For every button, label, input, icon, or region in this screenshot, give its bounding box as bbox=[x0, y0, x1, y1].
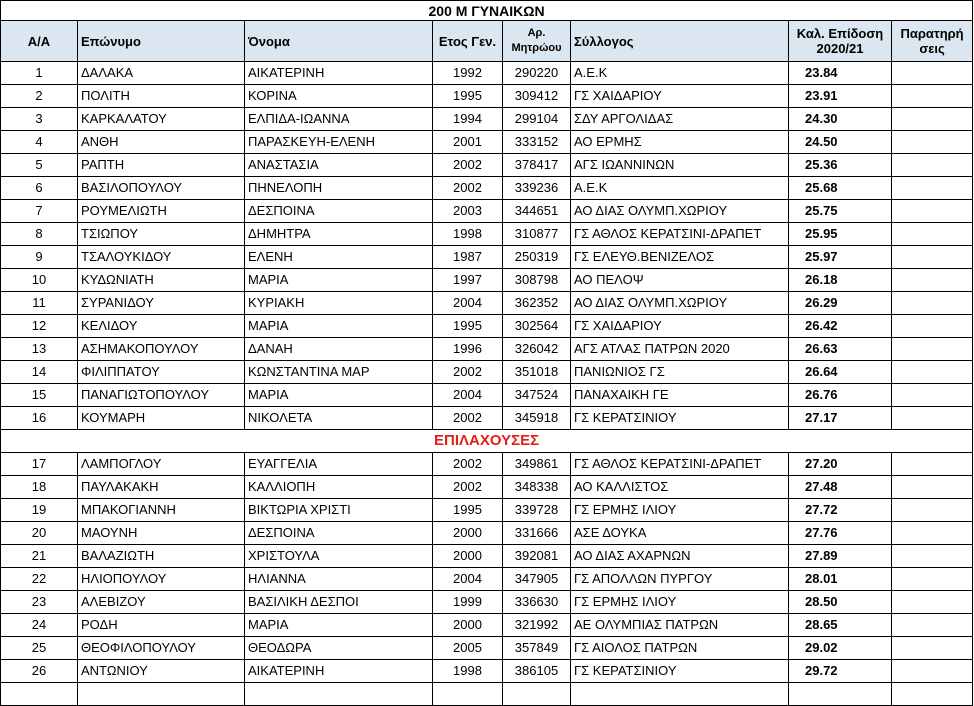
cell-surname[interactable]: ΦΙΛΙΠΠΑΤΟΥ bbox=[78, 361, 245, 384]
cell-club[interactable]: ΓΣ ΧΑΙΔΑΡΙΟΥ bbox=[571, 85, 789, 108]
cell-registry-number[interactable]: 310877 bbox=[503, 223, 571, 246]
cell-aa[interactable]: 11 bbox=[1, 292, 78, 315]
cell-registry-number[interactable]: 357849 bbox=[503, 637, 571, 660]
header-club[interactable]: Σύλλογος bbox=[571, 21, 789, 62]
table-row bbox=[1, 361, 973, 384]
table-row bbox=[1, 591, 973, 614]
cell-notes[interactable] bbox=[892, 568, 973, 591]
cell-name[interactable]: ΔΕΣΠΟΙΝΑ bbox=[245, 200, 433, 223]
cell-surname[interactable]: ΔΑΛΑΚΑ bbox=[78, 62, 245, 85]
cell-best-performance[interactable]: 26.76 bbox=[789, 384, 892, 407]
table-row bbox=[1, 499, 973, 522]
cell-notes[interactable] bbox=[892, 315, 973, 338]
cell-club[interactable]: ΑΓΣ ΑΤΛΑΣ ΠΑΤΡΩΝ 2020 bbox=[571, 338, 789, 361]
cell-notes[interactable] bbox=[892, 177, 973, 200]
table-row bbox=[1, 85, 973, 108]
cell-aa[interactable]: 21 bbox=[1, 545, 78, 568]
header-best-line1: Καλ. Επίδοση bbox=[796, 26, 884, 41]
cell-club[interactable]: ΣΔΥ ΑΡΓΟΛΙΔΑΣ bbox=[571, 108, 789, 131]
cell-notes[interactable] bbox=[892, 131, 973, 154]
cell-birth-year[interactable]: 1998 bbox=[433, 660, 503, 683]
cell-best-performance[interactable]: 27.76 bbox=[789, 522, 892, 545]
cell-birth-year[interactable]: 2004 bbox=[433, 568, 503, 591]
table-row bbox=[1, 407, 973, 430]
cell-surname[interactable]: ΡΑΠΤΗ bbox=[78, 154, 245, 177]
cell-notes[interactable] bbox=[892, 223, 973, 246]
table-title: 200 Μ ΓΥΝΑΙΚΩΝ bbox=[1, 1, 973, 21]
cell-registry-number[interactable]: 321992 bbox=[503, 614, 571, 637]
cell-name[interactable]: ΘΕΟΔΩΡΑ bbox=[245, 637, 433, 660]
cell-surname[interactable]: ΑΛΕΒΙΖΟΥ bbox=[78, 591, 245, 614]
cell-notes[interactable] bbox=[892, 499, 973, 522]
cell-best-performance[interactable]: 28.01 bbox=[789, 568, 892, 591]
cell-notes[interactable] bbox=[892, 637, 973, 660]
cell-birth-year[interactable]: 2000 bbox=[433, 522, 503, 545]
cell-best-performance[interactable]: 23.84 bbox=[789, 62, 892, 85]
table-cell[interactable] bbox=[433, 683, 503, 706]
header-name[interactable]: Όνομα bbox=[245, 21, 433, 62]
cell-aa[interactable]: 1 bbox=[1, 62, 78, 85]
cell-club[interactable]: ΓΣ ΑΠΟΛΛΩΝ ΠΥΡΓΟΥ bbox=[571, 568, 789, 591]
cell-notes[interactable] bbox=[892, 522, 973, 545]
cell-surname[interactable]: ΚΕΛΙΔΟΥ bbox=[78, 315, 245, 338]
cell-aa[interactable]: 23 bbox=[1, 591, 78, 614]
cell-club[interactable]: ΑΟ ΚΑΛΛΙΣΤΟΣ bbox=[571, 476, 789, 499]
table-row bbox=[1, 338, 973, 361]
cell-aa[interactable]: 24 bbox=[1, 614, 78, 637]
blank-row bbox=[1, 683, 973, 706]
cell-name[interactable]: ΕΛΕΝΗ bbox=[245, 246, 433, 269]
cell-birth-year[interactable]: 1998 bbox=[433, 223, 503, 246]
cell-notes[interactable] bbox=[892, 269, 973, 292]
cell-notes[interactable] bbox=[892, 361, 973, 384]
cell-name[interactable]: ΚΑΛΛΙΟΠΗ bbox=[245, 476, 433, 499]
cell-best-performance[interactable]: 28.65 bbox=[789, 614, 892, 637]
cell-surname[interactable]: ΣΥΡΑΝΙΔΟΥ bbox=[78, 292, 245, 315]
header-notes[interactable] bbox=[892, 21, 973, 62]
cell-notes[interactable] bbox=[892, 85, 973, 108]
table-cell[interactable] bbox=[503, 683, 571, 706]
cell-birth-year[interactable]: 2003 bbox=[433, 200, 503, 223]
cell-club[interactable]: ΑΟ ΕΡΜΗΣ bbox=[571, 131, 789, 154]
cell-aa[interactable]: 2 bbox=[1, 85, 78, 108]
cell-birth-year[interactable]: 1996 bbox=[433, 338, 503, 361]
cell-aa[interactable]: 20 bbox=[1, 522, 78, 545]
cell-name[interactable]: ΒΙΚΤΩΡΙΑ ΧΡΙΣΤΙ bbox=[245, 499, 433, 522]
cell-registry-number[interactable]: 336630 bbox=[503, 591, 571, 614]
section-label-reserves: ΕΠΙΛΑΧΟΥΣΕΣ bbox=[1, 430, 973, 453]
cell-club[interactable]: ΠΑΝΙΩΝΙΟΣ ΓΣ bbox=[571, 361, 789, 384]
cell-aa[interactable]: 8 bbox=[1, 223, 78, 246]
cell-aa[interactable]: 15 bbox=[1, 384, 78, 407]
header-notes-line1: Παρατηρή bbox=[900, 26, 964, 41]
cell-surname[interactable]: ΚΑΡΚΑΛΑΤΟΥ bbox=[78, 108, 245, 131]
cell-birth-year[interactable]: 1994 bbox=[433, 108, 503, 131]
cell-registry-number[interactable]: 339236 bbox=[503, 177, 571, 200]
cell-surname[interactable]: ΠΑΥΛΑΚΑΚΗ bbox=[78, 476, 245, 499]
cell-best-performance[interactable]: 27.17 bbox=[789, 407, 892, 430]
cell-registry-number[interactable]: 250319 bbox=[503, 246, 571, 269]
cell-registry-number[interactable]: 309412 bbox=[503, 85, 571, 108]
cell-notes[interactable] bbox=[892, 200, 973, 223]
cell-best-performance[interactable]: 27.89 bbox=[789, 545, 892, 568]
cell-best-performance[interactable]: 28.50 bbox=[789, 591, 892, 614]
cell-club[interactable]: ΑΟ ΠΕΛΟΨ bbox=[571, 269, 789, 292]
header-registry-number[interactable] bbox=[503, 21, 571, 62]
cell-surname[interactable]: ΤΣΙΩΠΟΥ bbox=[78, 223, 245, 246]
cell-registry-number[interactable]: 349861 bbox=[503, 453, 571, 476]
table-row bbox=[1, 614, 973, 637]
cell-birth-year[interactable]: 2004 bbox=[433, 384, 503, 407]
cell-birth-year[interactable]: 1995 bbox=[433, 315, 503, 338]
cell-registry-number[interactable]: 344651 bbox=[503, 200, 571, 223]
cell-registry-number[interactable]: 348338 bbox=[503, 476, 571, 499]
cell-notes[interactable] bbox=[892, 545, 973, 568]
table-cell[interactable] bbox=[245, 683, 433, 706]
table-row bbox=[1, 384, 973, 407]
cell-surname[interactable]: ΗΛΙΟΠΟΥΛΟΥ bbox=[78, 568, 245, 591]
cell-registry-number[interactable]: 378417 bbox=[503, 154, 571, 177]
cell-name[interactable]: ΚΥΡΙΑΚΗ bbox=[245, 292, 433, 315]
cell-birth-year[interactable]: 2000 bbox=[433, 614, 503, 637]
table-cell[interactable] bbox=[789, 683, 892, 706]
cell-aa[interactable]: 12 bbox=[1, 315, 78, 338]
table-row bbox=[1, 637, 973, 660]
cell-registry-number[interactable]: 302564 bbox=[503, 315, 571, 338]
cell-birth-year[interactable]: 2002 bbox=[433, 407, 503, 430]
cell-registry-number[interactable]: 308798 bbox=[503, 269, 571, 292]
cell-club[interactable]: ΓΣ ΕΛΕΥΘ.ΒΕΝΙΖΕΛΟΣ bbox=[571, 246, 789, 269]
cell-notes[interactable] bbox=[892, 453, 973, 476]
cell-registry-number[interactable]: 339728 bbox=[503, 499, 571, 522]
table-row bbox=[1, 246, 973, 269]
cell-name[interactable]: ΝΙΚΟΛΕΤΑ bbox=[245, 407, 433, 430]
cell-surname[interactable]: ΚΥΔΩΝΙΑΤΗ bbox=[78, 269, 245, 292]
cell-club[interactable]: ΓΣ ΑΘΛΟΣ ΚΕΡΑΤΣΙΝΙ-ΔΡΑΠΕΤ bbox=[571, 453, 789, 476]
cell-club[interactable]: Α.Ε.Κ bbox=[571, 62, 789, 85]
table-row bbox=[1, 660, 973, 683]
cell-aa[interactable]: 3 bbox=[1, 108, 78, 131]
header-row bbox=[1, 21, 973, 62]
cell-club[interactable]: ΑΟ ΔΙΑΣ ΟΛΥΜΠ.ΧΩΡΙΟΥ bbox=[571, 200, 789, 223]
header-aa[interactable]: Α/Α bbox=[1, 21, 78, 62]
cell-best-performance[interactable]: 24.30 bbox=[789, 108, 892, 131]
title-row bbox=[1, 1, 973, 21]
cell-birth-year[interactable]: 1992 bbox=[433, 62, 503, 85]
cell-best-performance[interactable]: 27.72 bbox=[789, 499, 892, 522]
cell-aa[interactable]: 18 bbox=[1, 476, 78, 499]
cell-name[interactable]: ΚΟΡΙΝΑ bbox=[245, 85, 433, 108]
cell-birth-year[interactable]: 2002 bbox=[433, 453, 503, 476]
reserve-section bbox=[1, 430, 973, 453]
cell-birth-year[interactable]: 2002 bbox=[433, 361, 503, 384]
cell-notes[interactable] bbox=[892, 407, 973, 430]
cell-name[interactable]: ΜΑΡΙΑ bbox=[245, 269, 433, 292]
cell-birth-year[interactable]: 1995 bbox=[433, 85, 503, 108]
cell-best-performance[interactable]: 25.75 bbox=[789, 200, 892, 223]
cell-notes[interactable] bbox=[892, 614, 973, 637]
cell-best-performance[interactable]: 25.95 bbox=[789, 223, 892, 246]
cell-surname[interactable]: ΑΝΤΩΝΙΟΥ bbox=[78, 660, 245, 683]
header-registry-line2: Μητρώου bbox=[511, 42, 562, 54]
cell-registry-number[interactable]: 326042 bbox=[503, 338, 571, 361]
cell-club[interactable]: ΓΣ ΑΙΟΛΟΣ ΠΑΤΡΩΝ bbox=[571, 637, 789, 660]
cell-best-performance[interactable]: 23.91 bbox=[789, 85, 892, 108]
cell-best-performance[interactable]: 27.48 bbox=[789, 476, 892, 499]
cell-name[interactable]: ΑΙΚΑΤΕΡΙΝΗ bbox=[245, 660, 433, 683]
cell-club[interactable]: Α.Ε.Κ bbox=[571, 177, 789, 200]
cell-birth-year[interactable]: 1995 bbox=[433, 499, 503, 522]
cell-aa[interactable]: 26 bbox=[1, 660, 78, 683]
cell-surname[interactable]: ΚΟΥΜΑΡΗ bbox=[78, 407, 245, 430]
table-row bbox=[1, 522, 973, 545]
header-best-performance[interactable] bbox=[789, 21, 892, 62]
table-row bbox=[1, 223, 973, 246]
table-row bbox=[1, 200, 973, 223]
cell-name[interactable]: ΠΑΡΑΣΚΕΥΗ-ΕΛΕΝΗ bbox=[245, 131, 433, 154]
cell-name[interactable]: ΔΑΝΑΗ bbox=[245, 338, 433, 361]
header-birth-year[interactable]: Ετος Γεν. bbox=[433, 21, 503, 62]
cell-best-performance[interactable]: 26.64 bbox=[789, 361, 892, 384]
cell-birth-year[interactable]: 2004 bbox=[433, 292, 503, 315]
table-cell[interactable] bbox=[1, 683, 78, 706]
cell-best-performance[interactable]: 25.36 bbox=[789, 154, 892, 177]
cell-club[interactable]: ΓΣ ΑΘΛΟΣ ΚΕΡΑΤΣΙΝΙ-ΔΡΑΠΕΤ bbox=[571, 223, 789, 246]
cell-surname[interactable]: ΑΣΗΜΑΚΟΠΟΥΛΟΥ bbox=[78, 338, 245, 361]
cell-name[interactable]: ΚΩΝΣΤΑΝΤΙΝΑ ΜΑΡ bbox=[245, 361, 433, 384]
cell-notes[interactable] bbox=[892, 660, 973, 683]
cell-surname[interactable]: ΒΑΛΑΖΙΩΤΗ bbox=[78, 545, 245, 568]
cell-name[interactable]: ΔΕΣΠΟΙΝΑ bbox=[245, 522, 433, 545]
cell-registry-number[interactable]: 362352 bbox=[503, 292, 571, 315]
cell-best-performance[interactable]: 27.20 bbox=[789, 453, 892, 476]
cell-notes[interactable] bbox=[892, 154, 973, 177]
cell-aa[interactable]: 13 bbox=[1, 338, 78, 361]
table-row bbox=[1, 108, 973, 131]
cell-aa[interactable]: 22 bbox=[1, 568, 78, 591]
cell-notes[interactable] bbox=[892, 292, 973, 315]
cell-aa[interactable]: 5 bbox=[1, 154, 78, 177]
header-notes-line2: σεις bbox=[919, 41, 945, 56]
cell-best-performance[interactable]: 26.63 bbox=[789, 338, 892, 361]
reserve-rows bbox=[1, 453, 973, 683]
cell-club[interactable]: ΓΣ ΚΕΡΑΤΣΙΝΙΟΥ bbox=[571, 660, 789, 683]
table-cell[interactable] bbox=[78, 683, 245, 706]
cell-notes[interactable] bbox=[892, 62, 973, 85]
cell-best-performance[interactable]: 29.72 bbox=[789, 660, 892, 683]
cell-registry-number[interactable]: 351018 bbox=[503, 361, 571, 384]
table-row bbox=[1, 476, 973, 499]
table-row bbox=[1, 62, 973, 85]
cell-club[interactable]: ΓΣ ΕΡΜΗΣ ΙΛΙΟΥ bbox=[571, 499, 789, 522]
table-row bbox=[1, 545, 973, 568]
cell-birth-year[interactable]: 1999 bbox=[433, 591, 503, 614]
cell-birth-year[interactable]: 2000 bbox=[433, 545, 503, 568]
table-row bbox=[1, 269, 973, 292]
cell-birth-year[interactable]: 2002 bbox=[433, 154, 503, 177]
cell-aa[interactable]: 19 bbox=[1, 499, 78, 522]
cell-registry-number[interactable]: 386105 bbox=[503, 660, 571, 683]
cell-name[interactable]: ΕΛΠΙΔΑ-ΙΩΑΝΝΑ bbox=[245, 108, 433, 131]
cell-aa[interactable]: 16 bbox=[1, 407, 78, 430]
cell-club[interactable]: ΑΟ ΔΙΑΣ ΟΛΥΜΠ.ΧΩΡΙΟΥ bbox=[571, 292, 789, 315]
cell-birth-year[interactable]: 1997 bbox=[433, 269, 503, 292]
table-row bbox=[1, 568, 973, 591]
cell-notes[interactable] bbox=[892, 476, 973, 499]
cell-notes[interactable] bbox=[892, 591, 973, 614]
cell-notes[interactable] bbox=[892, 108, 973, 131]
cell-notes[interactable] bbox=[892, 246, 973, 269]
cell-notes[interactable] bbox=[892, 338, 973, 361]
cell-best-performance[interactable]: 26.42 bbox=[789, 315, 892, 338]
cell-registry-number[interactable]: 290220 bbox=[503, 62, 571, 85]
cell-aa[interactable]: 25 bbox=[1, 637, 78, 660]
cell-name[interactable]: ΜΑΡΙΑ bbox=[245, 384, 433, 407]
cell-surname[interactable]: ΜΠΑΚΟΓΙΑΝΝΗ bbox=[78, 499, 245, 522]
cell-birth-year[interactable]: 2002 bbox=[433, 476, 503, 499]
cell-aa[interactable]: 10 bbox=[1, 269, 78, 292]
cell-surname[interactable]: ΑΝΘΗ bbox=[78, 131, 245, 154]
cell-name[interactable]: ΕΥΑΓΓΕΛΙΑ bbox=[245, 453, 433, 476]
header-registry-line1: Αρ. bbox=[527, 27, 546, 39]
table-row bbox=[1, 453, 973, 476]
cell-club[interactable]: ΑΟ ΔΙΑΣ ΑΧΑΡΝΩΝ bbox=[571, 545, 789, 568]
cell-best-performance[interactable]: 29.02 bbox=[789, 637, 892, 660]
cell-birth-year[interactable]: 1987 bbox=[433, 246, 503, 269]
header-surname[interactable]: Επώνυμο bbox=[78, 21, 245, 62]
cell-aa[interactable]: 17 bbox=[1, 453, 78, 476]
cell-name[interactable]: ΜΑΡΙΑ bbox=[245, 315, 433, 338]
cell-club[interactable]: ΓΣ ΕΡΜΗΣ ΙΛΙΟΥ bbox=[571, 591, 789, 614]
cell-registry-number[interactable]: 333152 bbox=[503, 131, 571, 154]
blank-rows bbox=[1, 683, 973, 706]
cell-registry-number[interactable]: 347905 bbox=[503, 568, 571, 591]
header-best-line2: 2020/21 bbox=[816, 41, 864, 56]
cell-surname[interactable]: ΠΟΛΙΤΗ bbox=[78, 85, 245, 108]
cell-club[interactable]: ΠΑΝΑΧΑΙΚΗ ΓΕ bbox=[571, 384, 789, 407]
table-row bbox=[1, 292, 973, 315]
cell-surname[interactable]: ΜΑΟΥΝΗ bbox=[78, 522, 245, 545]
cell-best-performance[interactable]: 24.50 bbox=[789, 131, 892, 154]
cell-surname[interactable]: ΡΟΥΜΕΛΙΩΤΗ bbox=[78, 200, 245, 223]
section-row bbox=[1, 430, 973, 453]
cell-birth-year[interactable]: 2001 bbox=[433, 131, 503, 154]
cell-best-performance[interactable]: 26.18 bbox=[789, 269, 892, 292]
cell-aa[interactable]: 7 bbox=[1, 200, 78, 223]
cell-aa[interactable]: 4 bbox=[1, 131, 78, 154]
cell-club[interactable]: ΓΣ ΧΑΙΔΑΡΙΟΥ bbox=[571, 315, 789, 338]
cell-best-performance[interactable]: 26.29 bbox=[789, 292, 892, 315]
cell-best-performance[interactable]: 25.68 bbox=[789, 177, 892, 200]
table-row bbox=[1, 154, 973, 177]
cell-aa[interactable]: 6 bbox=[1, 177, 78, 200]
table-row bbox=[1, 131, 973, 154]
cell-name[interactable]: ΗΛΙΑΝΝΑ bbox=[245, 568, 433, 591]
cell-registry-number[interactable]: 331666 bbox=[503, 522, 571, 545]
cell-surname[interactable]: ΘΕΟΦΙΛΟΠΟΥΛΟΥ bbox=[78, 637, 245, 660]
table-cell[interactable] bbox=[571, 683, 789, 706]
cell-club[interactable]: ΑΣΕ ΔΟΥΚΑ bbox=[571, 522, 789, 545]
cell-surname[interactable]: ΒΑΣΙΛΟΠΟΥΛΟΥ bbox=[78, 177, 245, 200]
cell-name[interactable]: ΠΗΝΕΛΟΠΗ bbox=[245, 177, 433, 200]
cell-best-performance[interactable]: 25.97 bbox=[789, 246, 892, 269]
table-row bbox=[1, 177, 973, 200]
cell-aa[interactable]: 14 bbox=[1, 361, 78, 384]
cell-surname[interactable]: ΤΣΑΛΟΥΚΙΔΟΥ bbox=[78, 246, 245, 269]
cell-notes[interactable] bbox=[892, 384, 973, 407]
cell-club[interactable]: ΑΓΣ ΙΩΑΝΝΙΝΩΝ bbox=[571, 154, 789, 177]
cell-registry-number[interactable]: 347524 bbox=[503, 384, 571, 407]
cell-name[interactable]: ΑΝΑΣΤΑΣΙΑ bbox=[245, 154, 433, 177]
cell-name[interactable]: ΑΙΚΑΤΕΡΙΝΗ bbox=[245, 62, 433, 85]
cell-birth-year[interactable]: 2002 bbox=[433, 177, 503, 200]
cell-birth-year[interactable]: 2005 bbox=[433, 637, 503, 660]
cell-aa[interactable]: 9 bbox=[1, 246, 78, 269]
cell-club[interactable]: ΑΕ ΟΛΥΜΠΙΑΣ ΠΑΤΡΩΝ bbox=[571, 614, 789, 637]
table-cell[interactable] bbox=[892, 683, 973, 706]
cell-name[interactable]: ΔΗΜΗΤΡΑ bbox=[245, 223, 433, 246]
cell-registry-number[interactable]: 392081 bbox=[503, 545, 571, 568]
cell-surname[interactable]: ΛΑΜΠΟΓΛΟΥ bbox=[78, 453, 245, 476]
cell-surname[interactable]: ΠΑΝΑΓΙΩΤΟΠΟΥΛΟΥ bbox=[78, 384, 245, 407]
cell-registry-number[interactable]: 299104 bbox=[503, 108, 571, 131]
cell-name[interactable]: ΧΡΙΣΤΟΥΛΑ bbox=[245, 545, 433, 568]
cell-name[interactable]: ΒΑΣΙΛΙΚΗ ΔΕΣΠΟΙ bbox=[245, 591, 433, 614]
cell-registry-number[interactable]: 345918 bbox=[503, 407, 571, 430]
cell-name[interactable]: ΜΑΡΙΑ bbox=[245, 614, 433, 637]
cell-club[interactable]: ΓΣ ΚΕΡΑΤΣΙΝΙΟΥ bbox=[571, 407, 789, 430]
cell-surname[interactable]: ΡΟΔΗ bbox=[78, 614, 245, 637]
main-rows bbox=[1, 62, 973, 430]
table-row bbox=[1, 315, 973, 338]
